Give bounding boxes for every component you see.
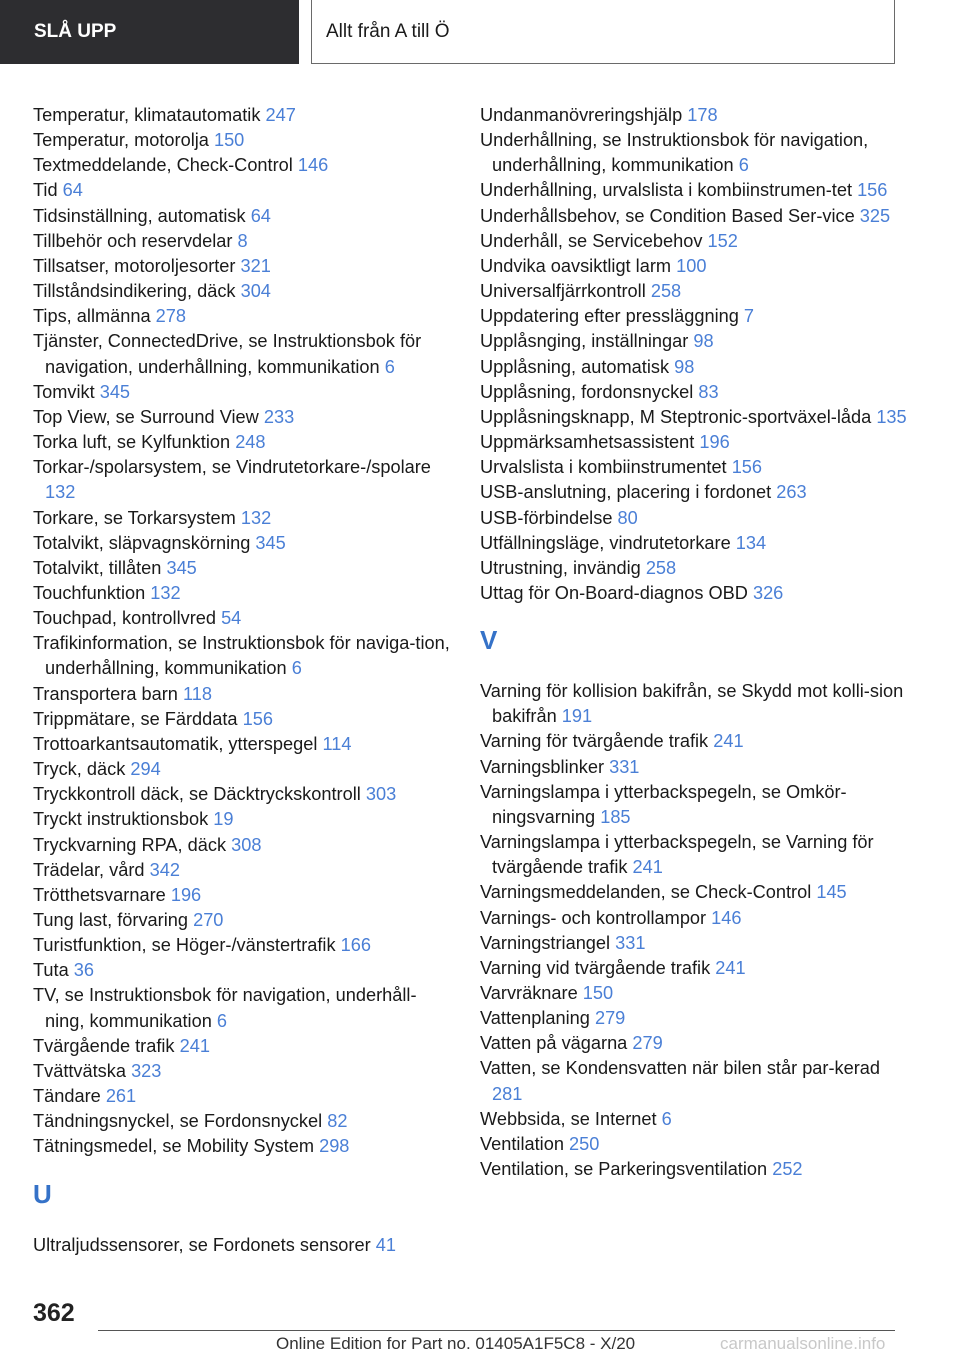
index-entry <box>33 782 453 807</box>
page-reference-link[interactable]: 308 <box>231 834 262 855</box>
index-entry <box>480 430 910 455</box>
entry-text: Utrustning, invändig <box>480 557 641 578</box>
index-entry <box>33 1109 453 1134</box>
index-entry <box>480 254 910 279</box>
index-entry <box>480 830 910 880</box>
index-entry <box>33 178 453 203</box>
index-entry <box>480 128 910 178</box>
page-reference-link[interactable]: 150 <box>213 130 245 151</box>
index-entry <box>33 682 453 707</box>
index-entry <box>33 455 453 505</box>
page-reference-link[interactable]: 345 <box>255 532 286 553</box>
entry-text: Varning för tvärgående trafik <box>480 731 709 752</box>
index-entry <box>480 755 910 780</box>
page-reference-link[interactable]: 152 <box>707 230 738 251</box>
index-entry <box>480 880 910 905</box>
footer-divider <box>98 1330 895 1331</box>
page-reference-link[interactable]: 321 <box>240 255 271 276</box>
section-tab[interactable]: SLÅ UPP <box>0 0 299 64</box>
page-reference-link[interactable]: 118 <box>182 683 212 704</box>
index-entry <box>33 983 453 1033</box>
section-letter-heading: U <box>33 1178 52 1209</box>
page-reference-link[interactable]: 252 <box>772 1159 803 1180</box>
entry-text: Touchfunktion <box>33 582 146 603</box>
entry-text: Underhåll, se Servicebehov <box>480 230 703 251</box>
entry-text: Vatten på vägarna <box>480 1033 628 1054</box>
page-reference-link[interactable]: 6 <box>738 155 749 176</box>
index-entry <box>33 304 453 329</box>
page-reference-link[interactable]: 270 <box>193 910 224 930</box>
entry-text: Tryckvarning RPA, däck <box>33 834 227 855</box>
index-entry <box>33 933 453 958</box>
page-reference-link[interactable]: 294 <box>130 759 161 780</box>
page-reference-link[interactable]: 261 <box>105 1086 137 1107</box>
entry-text: Upplåsnging, inställningar <box>480 331 689 352</box>
page-reference-link[interactable]: 156 <box>242 708 273 729</box>
entry-text: Torkare, se Torkarsystem <box>33 507 236 528</box>
page-reference-link[interactable]: 326 <box>752 582 784 603</box>
chapter-title-tab: Allt från A till Ö <box>311 0 895 64</box>
index-entry <box>33 128 453 153</box>
index-entry <box>33 807 453 832</box>
page-reference-link[interactable]: 241 <box>713 731 744 752</box>
entry-text: Ventilation <box>480 1133 564 1154</box>
index-entry <box>480 780 910 830</box>
page-reference-link[interactable]: 83 <box>698 381 719 402</box>
entry-text: Underhållning, se Instruktionsbok för navigation, underhållning, kommunikation <box>480 130 869 176</box>
index-entry <box>480 1132 910 1157</box>
index-entry <box>480 729 910 754</box>
page-reference-link[interactable]: 241 <box>632 857 663 878</box>
page-reference-link[interactable]: 7 <box>743 306 755 327</box>
entry-text: Tjänster, ConnectedDrive, se Instruktionsbok för navigation, underhållning, kommunikation <box>33 331 422 377</box>
page-reference-link[interactable]: 132 <box>45 482 76 503</box>
page-reference-link[interactable]: 233 <box>263 406 295 427</box>
page-number: 362 <box>33 1299 75 1327</box>
index-entry <box>33 380 453 405</box>
entry-text: Transportera barn <box>33 683 178 704</box>
index-entry <box>33 204 453 229</box>
page-reference-link[interactable]: 279 <box>594 1008 626 1029</box>
page-reference-link[interactable]: 41 <box>375 1234 396 1255</box>
entry-text: Universalfjärrkontroll <box>480 281 646 302</box>
page-reference-link[interactable]: 80 <box>617 507 638 528</box>
page-reference-link[interactable]: 132 <box>240 507 272 528</box>
entry-text: Webbsida, se Internet <box>480 1108 657 1129</box>
entry-text: Uppmärksamhetsassistent <box>480 432 695 453</box>
index-entry <box>480 1157 910 1182</box>
entry-text: Trottoarkantsautomatik, ytterspegel <box>33 733 318 754</box>
page-reference-link[interactable]: 145 <box>816 882 847 903</box>
index-entry <box>33 1233 453 1258</box>
index-entry <box>480 329 910 354</box>
page-reference-link[interactable]: 100 <box>676 255 707 276</box>
page-reference-link[interactable]: 6 <box>216 1010 227 1031</box>
index-entry <box>480 1056 910 1106</box>
index-entry <box>33 329 453 379</box>
index-entry <box>33 908 453 933</box>
page-reference-link[interactable]: 54 <box>221 608 242 629</box>
index-entry <box>480 679 910 729</box>
page-reference-link[interactable]: 82 <box>327 1111 348 1132</box>
page-reference-link[interactable]: 281 <box>492 1083 523 1104</box>
index-entry <box>33 883 453 908</box>
page-reference-link[interactable]: 178 <box>687 105 718 125</box>
page-reference-link[interactable]: 6 <box>661 1108 672 1129</box>
entry-text: Tändare <box>33 1086 101 1107</box>
page-reference-link[interactable]: 345 <box>99 381 131 402</box>
index-entry <box>480 931 910 956</box>
entry-text: Upplåsningsknapp, M Steptronic-sportväxel-låda <box>480 406 872 427</box>
page-reference-link[interactable]: 304 <box>240 281 271 302</box>
page-reference-link[interactable]: 298 <box>319 1136 350 1157</box>
index-entry <box>480 1031 910 1056</box>
index-entry <box>33 1059 453 1084</box>
entry-text: Ultraljudssensorer, se Fordonets sensorer <box>33 1234 371 1255</box>
entry-text: Totalvikt, tillåten <box>33 557 162 578</box>
page-reference-link[interactable]: 98 <box>693 331 714 352</box>
page-reference-link[interactable]: 303 <box>365 784 397 805</box>
index-entry <box>33 757 453 782</box>
entry-text: USB-anslutning, placering i fordonet <box>480 482 772 503</box>
page-reference-link[interactable]: 156 <box>731 457 763 478</box>
entry-text: Totalvikt, släpvagnskörning <box>33 532 251 553</box>
entry-text: Ventilation, se Parkeringsventilation <box>480 1159 768 1180</box>
index-entry <box>33 858 453 883</box>
page-header <box>0 0 960 66</box>
entry-text: Uppdatering efter pressläggning <box>480 306 739 327</box>
index-entry <box>33 103 453 128</box>
section-letter-heading: V <box>480 625 498 656</box>
page-reference-link[interactable]: 323 <box>131 1060 162 1081</box>
entry-text: Tryckt instruktionsbok <box>33 809 209 830</box>
page-reference-link[interactable]: 98 <box>674 356 695 377</box>
index-entry <box>33 556 453 581</box>
entry-text: Undvika oavsiktligt larm <box>480 255 672 276</box>
index-entry <box>33 405 453 430</box>
page-reference-link[interactable]: 156 <box>857 180 888 201</box>
page-reference-link[interactable]: 36 <box>73 960 95 981</box>
entry-text: Tuta <box>33 960 69 981</box>
entry-text: Tryck, däck <box>33 759 126 780</box>
page-reference-link[interactable]: 345 <box>166 557 197 578</box>
page-reference-link[interactable]: 258 <box>645 557 677 578</box>
entry-text: Varningsblinker <box>480 756 605 777</box>
entry-text: Urvalslista i kombiinstrumentet <box>480 457 727 478</box>
page-reference-link[interactable]: 196 <box>699 432 730 453</box>
entry-text: Underhållsbehov, se Condition Based Ser-vice <box>480 205 855 226</box>
entry-text: Turistfunktion, se Höger-/vänstertrafik <box>33 935 336 956</box>
entry-text: Vattenplaning <box>480 1008 590 1029</box>
page-reference-link[interactable]: 134 <box>735 532 767 553</box>
page-reference-link[interactable]: 196 <box>170 884 202 905</box>
index-entry <box>33 958 453 983</box>
page-reference-link[interactable]: 263 <box>776 482 807 503</box>
page-reference-link[interactable]: 8 <box>237 230 248 251</box>
page-reference-link[interactable]: 248 <box>235 432 266 453</box>
entry-text: Torka luft, se Kylfunktion <box>33 432 231 453</box>
page-reference-link[interactable]: 331 <box>615 932 646 953</box>
page-reference-link[interactable]: 191 <box>561 706 593 727</box>
page-reference-link[interactable]: 166 <box>340 935 371 956</box>
entry-text: Tillsatser, motoroljesorter <box>33 255 236 276</box>
edition-text: Online Edition for Part no. 01405A1F5C8 - X/20 <box>276 1334 636 1353</box>
entry-text: Trädelar, vård <box>33 859 145 880</box>
entry-text: Temperatur, motorolja <box>33 130 209 151</box>
index-entry <box>33 153 453 178</box>
page-reference-link[interactable]: 247 <box>265 105 296 125</box>
entry-text: Varvräknare <box>480 983 578 1003</box>
index-entry <box>480 304 910 329</box>
index-entry <box>33 279 453 304</box>
page-reference-link[interactable]: 279 <box>632 1033 663 1054</box>
index-column-right <box>480 103 910 1182</box>
entry-text: Torkar-/spolarsystem, se Vindrutetorkare-/spolare <box>33 457 431 478</box>
page-reference-link[interactable]: 241 <box>179 1035 210 1056</box>
entry-text: Varning vid tvärgående trafik <box>480 957 711 978</box>
entry-text: Tung last, förvaring <box>33 910 189 930</box>
page-reference-link[interactable]: 6 <box>291 658 302 679</box>
index-entry <box>480 906 910 931</box>
entry-text: Varningstriangel <box>480 932 611 953</box>
entry-text: USB-förbindelse <box>480 507 613 528</box>
entry-text: Upplåsning, automatisk <box>480 356 670 377</box>
index-entry <box>480 480 910 505</box>
entry-text: Varningslampa i ytterbackspegeln, se Varning för tvärgående trafik <box>480 832 874 878</box>
page-reference-link[interactable]: 278 <box>155 306 187 327</box>
entry-text: Varnings- och kontrollampor <box>480 907 707 928</box>
page-reference-link[interactable]: 114 <box>322 733 352 754</box>
entry-text: Undanmanövreringshjälp <box>480 105 683 125</box>
entry-text: Uttag för On-Board-diagnos OBD <box>480 582 748 603</box>
index-entry <box>480 355 910 380</box>
index-entry <box>480 581 910 606</box>
entry-text: Tändningsnyckel, se Fordonsnyckel <box>33 1111 323 1132</box>
index-entry <box>33 1084 453 1109</box>
index-column-left <box>33 103 453 1258</box>
entry-text: Varningslampa i ytterbackspegeln, se Omkör-ningsvarning <box>480 781 847 827</box>
page-reference-link[interactable]: 325 <box>859 205 891 226</box>
index-entry <box>480 956 910 981</box>
entry-text: Trippmätare, se Färddata <box>33 708 238 729</box>
index-entry <box>33 506 453 531</box>
index-entry <box>480 556 910 581</box>
entry-text: Tillbehör och reservdelar <box>33 230 233 251</box>
index-entry <box>480 103 910 128</box>
page-reference-link[interactable]: 250 <box>569 1133 600 1154</box>
index-entry <box>480 204 910 229</box>
index-entry <box>33 581 453 606</box>
index-entry <box>33 531 453 556</box>
index-entry <box>33 707 453 732</box>
index-entry <box>480 405 910 430</box>
entry-text: Tvättvätska <box>33 1060 126 1081</box>
page-reference-link[interactable]: 331 <box>609 756 640 777</box>
entry-text: Trafikinformation, se Instruktionsbok för naviga-tion, underhållning, kommunikation <box>33 633 450 679</box>
page-reference-link[interactable]: 146 <box>297 155 329 176</box>
entry-text: Tillståndsindikering, däck <box>33 281 236 302</box>
entry-text: Top View, se Surround View <box>33 406 259 427</box>
page-reference-link[interactable]: 135 <box>876 406 907 427</box>
entry-text: Vatten, se Kondensvatten när bilen står par-kerad <box>480 1058 881 1079</box>
index-entry <box>480 506 910 531</box>
index-entry <box>480 1006 910 1031</box>
page-reference-link[interactable]: 64 <box>250 205 271 226</box>
entry-text: Temperatur, klimatautomatik <box>33 105 261 125</box>
page-reference-link[interactable]: 64 <box>62 180 83 201</box>
index-entry <box>33 732 453 757</box>
page-reference-link[interactable]: 342 <box>149 859 180 880</box>
page-reference-link[interactable]: 19 <box>213 809 234 830</box>
index-entry <box>480 380 910 405</box>
page-reference-link[interactable]: 6 <box>384 356 395 377</box>
entry-text: Varning för kollision bakifrån, se Skydd mot kolli-sion bakifrån <box>480 681 904 727</box>
index-entry <box>33 1134 453 1159</box>
page-reference-link[interactable]: 146 <box>711 907 742 928</box>
index-entry <box>480 229 910 254</box>
entry-text: Tomvikt <box>33 381 95 402</box>
watermark: carmanualsonline.info <box>720 1334 886 1353</box>
page-reference-link[interactable]: 258 <box>650 281 682 302</box>
entry-text: Tid <box>33 180 58 201</box>
index-entry <box>33 229 453 254</box>
entry-text: Tidsinställning, automatisk <box>33 205 246 226</box>
entry-text: Textmeddelande, Check-Control <box>33 155 293 176</box>
entry-text: TV, se Instruktionsbok för navigation, underhåll-ning, kommunikation <box>33 985 417 1031</box>
index-entry <box>480 279 910 304</box>
index-entry <box>33 833 453 858</box>
index-entry <box>480 1107 910 1132</box>
index-entry <box>480 981 910 1006</box>
index-entry <box>33 606 453 631</box>
index-entry <box>480 178 910 203</box>
index-entry <box>480 455 910 480</box>
index-entry <box>33 430 453 455</box>
entry-text: Tryckkontroll däck, se Däcktryckskontroll <box>33 784 361 805</box>
entry-text: Trötthetsvarnare <box>33 884 166 905</box>
entry-text: Tvärgående trafik <box>33 1035 175 1056</box>
entry-text: Tätningsmedel, se Mobility System <box>33 1136 315 1157</box>
page-reference-link[interactable]: 150 <box>582 983 614 1003</box>
index-entry <box>480 531 910 556</box>
entry-text: Upplåsning, fordonsnyckel <box>480 381 694 402</box>
page-reference-link[interactable]: 132 <box>150 582 181 603</box>
index-entry <box>33 1034 453 1059</box>
entry-text: Varningsmeddelanden, se Check-Control <box>480 882 812 903</box>
index-entry <box>33 254 453 279</box>
entry-text: Touchpad, kontrollvred <box>33 608 216 629</box>
page-reference-link[interactable]: 185 <box>600 806 631 827</box>
entry-text: Utfällningsläge, vindrutetorkare <box>480 532 731 553</box>
entry-text: Underhållning, urvalslista i kombiinstrumen-tet <box>480 180 852 201</box>
entry-text: Tips, allmänna <box>33 306 151 327</box>
page-reference-link[interactable]: 241 <box>715 957 746 978</box>
index-entry <box>33 631 453 681</box>
